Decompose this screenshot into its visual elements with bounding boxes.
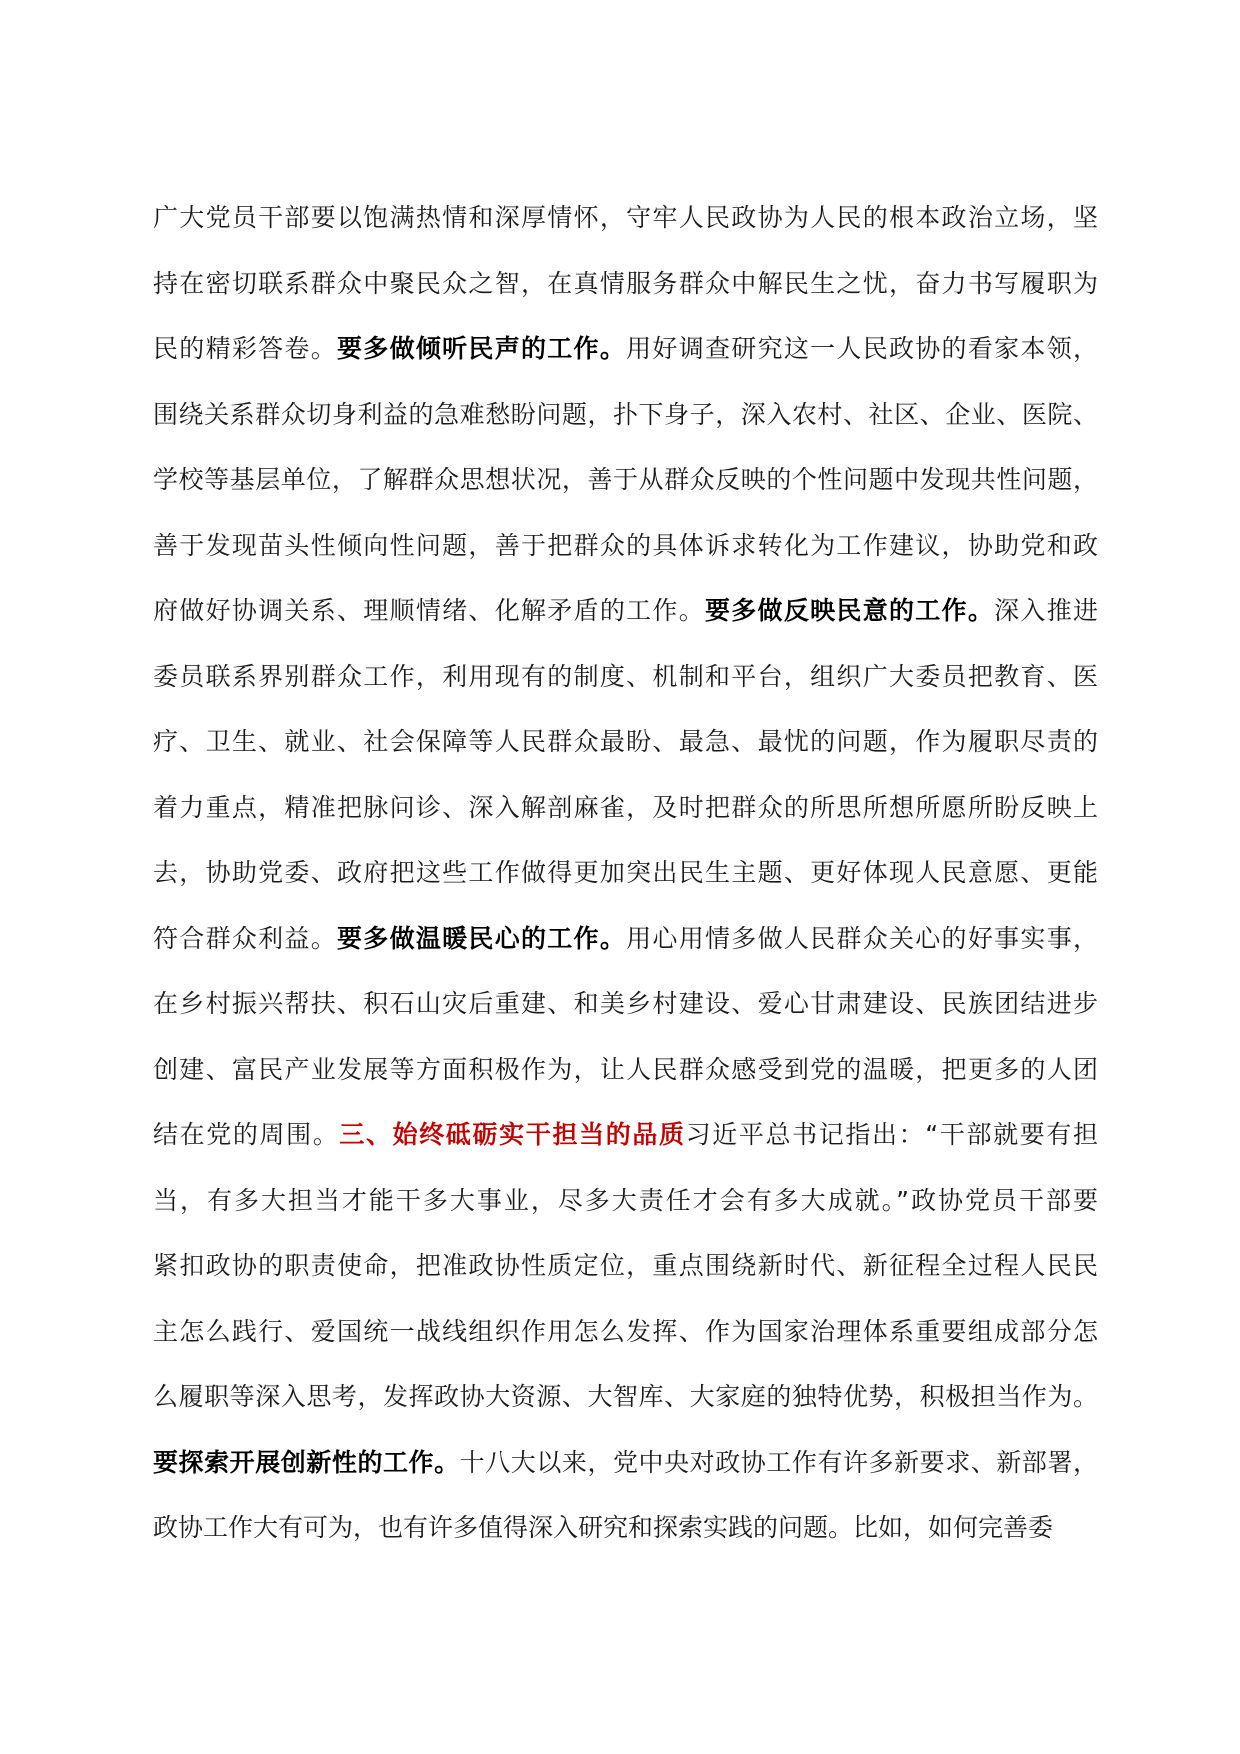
text-line	[153, 971, 1098, 1037]
body-text-segment: 深入推进	[994, 596, 1098, 625]
text-line	[153, 1168, 1098, 1234]
text-line	[153, 1037, 1098, 1103]
body-text-segment: 着力重点，精准把脉问诊、深入解剖麻雀，及时把群众的所思所想所愿所盼反映上	[153, 792, 1098, 822]
text-line	[153, 316, 1098, 382]
body-text-segment: 用好调查研究这一人民政协的看家本领，	[626, 334, 1098, 363]
body-text-segment: 符合群众利益。	[153, 923, 337, 953]
body-text-segment: 用心用情多做人民群众关心的好事实事，	[626, 923, 1098, 953]
body-text-segment: 疗、卫生、就业、社会保障等人民群众最盼、最急、最忧的问题，作为履职尽责的	[153, 727, 1098, 756]
body-text-segment: 学校等基层单位，了解群众思想状况，善于从群众反映的个性问题中发现共性问题，	[153, 465, 1098, 494]
bold-subheading: 要探索开展创新性的工作。	[153, 1447, 460, 1477]
bold-subheading: 要多做温暖民心的工作。	[337, 923, 627, 953]
body-text-segment: 习近平总书记指出：“干部就要有担	[685, 1120, 1098, 1149]
text-line	[153, 1102, 1098, 1168]
text-line	[153, 906, 1098, 972]
body-text-segment: 委员联系界别群众工作，利用现有的制度、机制和平台，组织广大委员把教育、医	[153, 661, 1098, 691]
text-line	[153, 578, 1098, 644]
body-text-segment: 广大党员干部要以饱满热情和深厚情怀，守牢人民政协为人民的根本政治立场，坚	[153, 203, 1098, 232]
text-line	[153, 1495, 1098, 1561]
text-line	[153, 840, 1098, 906]
text-line	[153, 1233, 1098, 1299]
text-line	[153, 382, 1098, 448]
body-text-segment: 政协工作大有可为，也有许多值得深入研究和探索实践的问题。比如，如何完善委	[153, 1513, 1054, 1542]
text-line	[153, 251, 1098, 317]
text-line	[153, 1364, 1098, 1430]
text-line	[153, 513, 1098, 579]
text-line	[153, 185, 1098, 251]
text-line	[153, 1299, 1098, 1365]
body-text-segment: 在乡村振兴帮扶、积石山灾后重建、和美乡村建设、爱心甘肃建设、民族团结进步	[153, 989, 1098, 1018]
text-line	[153, 709, 1098, 775]
body-text-segment: 持在密切联系群众中聚民众之智，在真情服务群众中解民生之忧，奋力书写履职为	[153, 268, 1098, 298]
bold-subheading: 要多做倾听民声的工作。	[337, 334, 627, 363]
body-text-segment: 主怎么践行、爱国统一战线组织作用怎么发挥、作为国家治理体系重要组成部分怎	[153, 1316, 1098, 1346]
body-text-segment: 结在党的周围。	[153, 1120, 340, 1149]
body-text-segment: 去，协助党委、政府把这些工作做得更加突出民生主题、更好体现人民意愿、更能	[153, 858, 1098, 887]
text-line	[153, 644, 1098, 710]
text-line	[153, 447, 1098, 513]
body-text	[153, 185, 1098, 1561]
body-text-segment: 创建、富民产业发展等方面积极作为，让人民群众感受到党的温暖，把更多的人团	[153, 1054, 1098, 1084]
body-text-segment: 善于发现苗头性倾向性问题，善于把群众的具体诉求转化为工作建议，协助党和政	[153, 530, 1098, 560]
body-text-segment: 么履职等深入思考，发挥政协大资源、大智库、大家庭的独特优势，积极担当作为。	[153, 1382, 1098, 1411]
body-text-segment: 紧扣政协的职责使命，把准政协性质定位，重点围绕新时代、新征程全过程人民民	[153, 1251, 1098, 1280]
body-text-segment: 府做好协调关系、理顺情绪、化解矛盾的工作。	[153, 596, 705, 625]
text-line	[153, 775, 1098, 841]
bold-subheading: 要多做反映民意的工作。	[704, 596, 995, 625]
body-text-segment: 十八大以来，党中央对政协工作有许多新要求、新部署，	[459, 1447, 1098, 1477]
body-text-segment: 围绕关系群众切身利益的急难愁盼问题，扑下身子，深入农村、社区、企业、医院、	[153, 399, 1098, 429]
section-heading: 三、始终砥砺实干担当的品质	[339, 1120, 686, 1149]
text-line	[153, 1430, 1098, 1496]
body-text-segment: 当，有多大担当才能干多大事业，尽多大责任才会有多大成就。”政协党员干部要	[153, 1185, 1098, 1215]
body-text-segment: 民的精彩答卷。	[153, 334, 337, 363]
